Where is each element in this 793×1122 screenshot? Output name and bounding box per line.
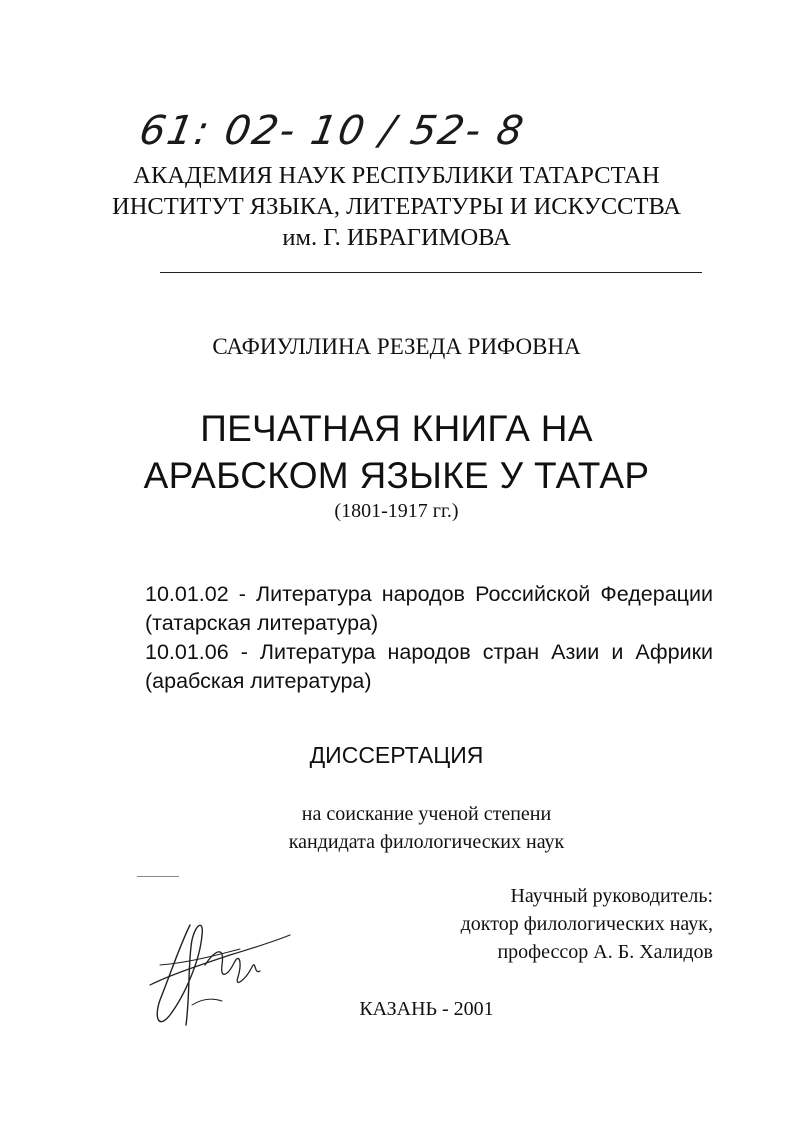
advisor-name: профессор А. Б. Халидов (497, 941, 713, 963)
specialty-1-code: 10.01.02 - Литература народов Российской Федерации (145, 582, 713, 606)
specialty-2-note: (арабская литература) (145, 669, 372, 693)
document-type: ДИССЕРТАЦИЯ (309, 742, 484, 768)
specialty-1-note: (татарская литература) (145, 611, 379, 635)
institution-line-2: ИНСТИТУТ ЯЗЫКА, ЛИТЕРАТУРЫ И ИСКУССТВА (112, 193, 681, 220)
title-line-2: АРАБСКОМ ЯЗЫКЕ У ТАТАР (143, 455, 650, 496)
specialty-list (145, 580, 713, 696)
degree-line-1: на соискание ученой степени (301, 803, 552, 825)
title-line-1: ПЕЧАТНАЯ КНИГА НА (200, 408, 593, 449)
header-divider (160, 272, 702, 273)
advisor-label: Научный руководитель: (510, 885, 713, 907)
advisor-rank: доктор филологических наук, (460, 913, 713, 935)
title-years: (1801-1917 гг.) (334, 500, 459, 522)
author-name: САФИУЛЛИНА РЕЗЕДА РИФОВНА (212, 334, 581, 359)
specialty-2-code: 10.01.06 - Литература народов стран Азии и Африки (145, 640, 713, 664)
archive-code: 61: 02- 10 / 52- 8 (135, 108, 529, 154)
margin-mark (137, 876, 179, 877)
advisor-block (461, 882, 713, 966)
degree-line-2: кандидата филологических наук (288, 831, 565, 853)
place-year: КАЗАНЬ - 2001 (359, 998, 494, 1020)
institution-line-3: им. Г. ИБРАГИМОВА (282, 224, 511, 251)
handwritten-signature-icon (130, 905, 300, 1045)
institution-line-1: АКАДЕМИЯ НАУК РЕСПУБЛИКИ ТАТАРСТАН (133, 162, 660, 189)
